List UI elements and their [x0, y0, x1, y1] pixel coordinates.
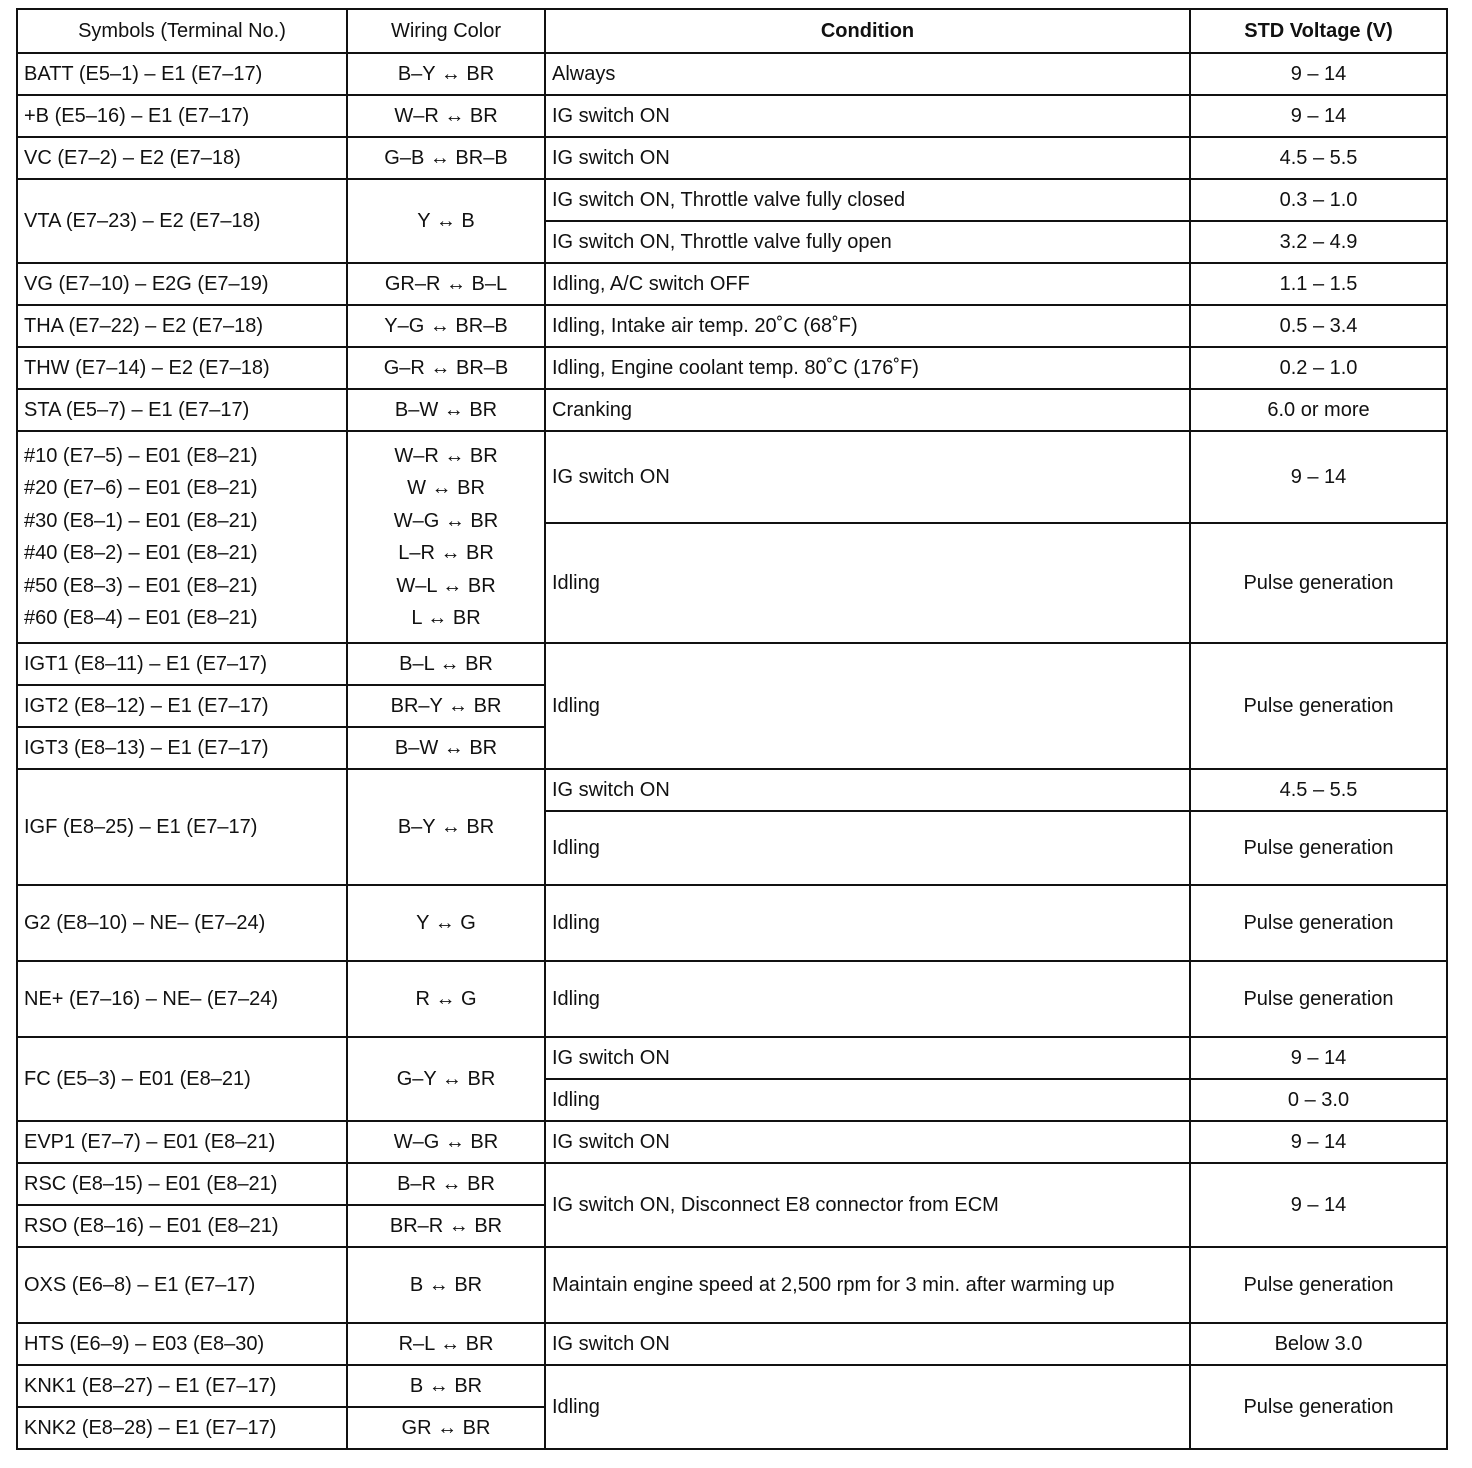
symbol-cell: VTA (E7–23) – E2 (E7–18): [17, 179, 347, 263]
voltage-cell: Pulse generation: [1190, 811, 1447, 885]
condition-cell: IG switch ON: [545, 431, 1190, 523]
wiring-cell: B–L ↔ BR: [347, 643, 545, 685]
symbol-cell: +B (E5–16) – E1 (E7–17): [17, 95, 347, 137]
voltage-cell: Pulse generation: [1190, 1365, 1447, 1449]
wiring-cell: G–B ↔ BR–B: [347, 137, 545, 179]
wiring-cell: W–G ↔ BR: [347, 1121, 545, 1163]
wiring-cell: G–Y ↔ BR: [347, 1037, 545, 1121]
table-row: [17, 1247, 1447, 1323]
wiring-cell: W–R ↔ BR: [347, 95, 545, 137]
table-row: [17, 961, 1447, 1037]
voltage-cell: 1.1 – 1.5: [1190, 263, 1447, 305]
wiring-cell: B ↔ BR: [347, 1365, 545, 1407]
condition-cell: IG switch ON: [545, 137, 1190, 179]
wiring-cell: Y ↔ G: [347, 885, 545, 961]
condition-cell: Idling: [545, 643, 1190, 769]
wiring-cell: R ↔ G: [347, 961, 545, 1037]
condition-cell: IG switch ON: [545, 1121, 1190, 1163]
injector-symbol: #20 (E7–6) – E01 (E8–21): [24, 477, 258, 499]
voltage-cell: 9 – 14: [1190, 1163, 1447, 1247]
condition-cell: Idling, Intake air temp. 20˚C (68˚F): [545, 305, 1190, 347]
table-row: [17, 95, 1447, 137]
condition-cell: Maintain engine speed at 2,500 rpm for 3 min. after warming up: [545, 1247, 1190, 1323]
symbol-cell: STA (E5–7) – E1 (E7–17): [17, 389, 347, 431]
condition-cell: IG switch ON: [545, 95, 1190, 137]
condition-cell: IG switch ON, Throttle valve fully closed: [545, 179, 1190, 221]
symbol-cell: RSC (E8–15) – E01 (E8–21): [17, 1163, 347, 1205]
wiring-cell: GR–R ↔ B–L: [347, 263, 545, 305]
table-row: [17, 769, 1447, 811]
symbol-cell: THA (E7–22) – E2 (E7–18): [17, 305, 347, 347]
wiring-cell: B–Y ↔ BR: [347, 769, 545, 885]
wiring-cell: R–L ↔ BR: [347, 1323, 545, 1365]
voltage-cell: Pulse generation: [1190, 523, 1447, 643]
table-row: [17, 643, 1447, 685]
condition-cell: Idling, A/C switch OFF: [545, 263, 1190, 305]
injector-wire: W ↔ BR: [407, 477, 485, 499]
table-row: [17, 347, 1447, 389]
table-row: [17, 137, 1447, 179]
symbol-cell: FC (E5–3) – E01 (E8–21): [17, 1037, 347, 1121]
table-row: [17, 1365, 1447, 1407]
wiring-cell: [347, 431, 545, 643]
voltage-cell: Pulse generation: [1190, 885, 1447, 961]
voltage-cell: 9 – 14: [1190, 53, 1447, 95]
symbol-cell: KNK2 (E8–28) – E1 (E7–17): [17, 1407, 347, 1449]
voltage-cell: 0 – 3.0: [1190, 1079, 1447, 1121]
table-row: [17, 305, 1447, 347]
injector-wire: W–G ↔ BR: [393, 509, 499, 532]
wiring-cell: B–W ↔ BR: [347, 727, 545, 769]
condition-cell: IG switch ON, Throttle valve fully open: [545, 221, 1190, 263]
symbol-cell: G2 (E8–10) – NE– (E7–24): [17, 885, 347, 961]
condition-cell: Idling: [545, 523, 1190, 643]
header-row: [17, 9, 1447, 53]
injector-symbol: #30 (E8–1) – E01 (E8–21): [24, 509, 258, 532]
voltage-cell: 9 – 14: [1190, 1121, 1447, 1163]
condition-cell: Idling: [545, 885, 1190, 961]
symbol-cell: VC (E7–2) – E2 (E7–18): [17, 137, 347, 179]
condition-cell: Always: [545, 53, 1190, 95]
symbol-cell: IGT2 (E8–12) – E1 (E7–17): [17, 685, 347, 727]
voltage-cell: 6.0 or more: [1190, 389, 1447, 431]
symbol-cell: KNK1 (E8–27) – E1 (E7–17): [17, 1365, 347, 1407]
condition-cell: Idling, Engine coolant temp. 80˚C (176˚F): [545, 347, 1190, 389]
condition-cell: Cranking: [545, 389, 1190, 431]
voltage-cell: Pulse generation: [1190, 961, 1447, 1037]
header-symbols: Symbols (Terminal No.): [17, 9, 347, 53]
symbol-cell: EVP1 (E7–7) – E01 (E8–21): [17, 1121, 347, 1163]
symbol-cell: [17, 431, 347, 643]
wiring-cell: B–Y ↔ BR: [347, 53, 545, 95]
injector-wire: L–R ↔ BR: [398, 542, 494, 564]
voltage-cell: Pulse generation: [1190, 643, 1447, 769]
symbol-cell: OXS (E6–8) – E1 (E7–17): [17, 1247, 347, 1323]
wiring-cell: Y–G ↔ BR–B: [347, 305, 545, 347]
condition-cell: Idling: [545, 1079, 1190, 1121]
table-row: [17, 431, 1447, 523]
symbol-cell: HTS (E6–9) – E03 (E8–30): [17, 1323, 347, 1365]
condition-cell: Idling: [545, 811, 1190, 885]
symbol-cell: BATT (E5–1) – E1 (E7–17): [17, 53, 347, 95]
voltage-cell: 9 – 14: [1190, 1037, 1447, 1079]
table-row: [17, 263, 1447, 305]
wiring-cell: B–W ↔ BR: [347, 389, 545, 431]
wiring-cell: Y ↔ B: [347, 179, 545, 263]
table-row: [17, 179, 1447, 221]
voltage-cell: Pulse generation: [1190, 1247, 1447, 1323]
voltage-cell: 0.3 – 1.0: [1190, 179, 1447, 221]
ecm-terminal-table-wrapper: [16, 8, 1446, 1450]
injector-symbol: #60 (E8–4) – E01 (E8–21): [24, 607, 258, 629]
voltage-cell: Below 3.0: [1190, 1323, 1447, 1365]
wiring-cell: G–R ↔ BR–B: [347, 347, 545, 389]
wiring-cell: B ↔ BR: [347, 1247, 545, 1323]
voltage-cell: 0.2 – 1.0: [1190, 347, 1447, 389]
injector-wire: L ↔ BR: [411, 607, 481, 629]
wiring-cell: GR ↔ BR: [347, 1407, 545, 1449]
table-row: [17, 389, 1447, 431]
ecm-terminal-voltage-table: [16, 8, 1448, 1450]
symbol-cell: VG (E7–10) – E2G (E7–19): [17, 263, 347, 305]
injector-symbol: #10 (E7–5) – E01 (E8–21): [24, 444, 258, 467]
injector-wire: W–R ↔ BR: [394, 444, 498, 467]
header-std-voltage: STD Voltage (V): [1190, 9, 1447, 53]
condition-cell: IG switch ON: [545, 1037, 1190, 1079]
header-condition: Condition: [545, 9, 1190, 53]
voltage-cell: 4.5 – 5.5: [1190, 137, 1447, 179]
voltage-cell: 9 – 14: [1190, 95, 1447, 137]
wiring-cell: BR–R ↔ BR: [347, 1205, 545, 1247]
voltage-cell: 3.2 – 4.9: [1190, 221, 1447, 263]
symbol-cell: IGT1 (E8–11) – E1 (E7–17): [17, 643, 347, 685]
symbol-cell: IGF (E8–25) – E1 (E7–17): [17, 769, 347, 885]
table-row: [17, 53, 1447, 95]
condition-cell: IG switch ON: [545, 1323, 1190, 1365]
voltage-cell: 4.5 – 5.5: [1190, 769, 1447, 811]
condition-cell: Idling: [545, 961, 1190, 1037]
table-row: [17, 1121, 1447, 1163]
voltage-cell: 0.5 – 3.4: [1190, 305, 1447, 347]
injector-wire: W–L ↔ BR: [396, 574, 496, 597]
symbol-cell: NE+ (E7–16) – NE– (E7–24): [17, 961, 347, 1037]
wiring-cell: B–R ↔ BR: [347, 1163, 545, 1205]
injector-symbol: #50 (E8–3) – E01 (E8–21): [24, 574, 258, 597]
symbol-cell: RSO (E8–16) – E01 (E8–21): [17, 1205, 347, 1247]
condition-cell: IG switch ON, Disconnect E8 connector from ECM: [545, 1163, 1190, 1247]
symbol-cell: THW (E7–14) – E2 (E7–18): [17, 347, 347, 389]
symbol-cell: IGT3 (E8–13) – E1 (E7–17): [17, 727, 347, 769]
table-row: [17, 1037, 1447, 1079]
voltage-cell: 9 – 14: [1190, 431, 1447, 523]
table-row: [17, 1323, 1447, 1365]
condition-cell: Idling: [545, 1365, 1190, 1449]
table-row: [17, 1163, 1447, 1205]
injector-symbol: #40 (E8–2) – E01 (E8–21): [24, 542, 258, 564]
wiring-cell: BR–Y ↔ BR: [347, 685, 545, 727]
condition-cell: IG switch ON: [545, 769, 1190, 811]
table-row: [17, 885, 1447, 961]
header-wiring-color: Wiring Color: [347, 9, 545, 53]
